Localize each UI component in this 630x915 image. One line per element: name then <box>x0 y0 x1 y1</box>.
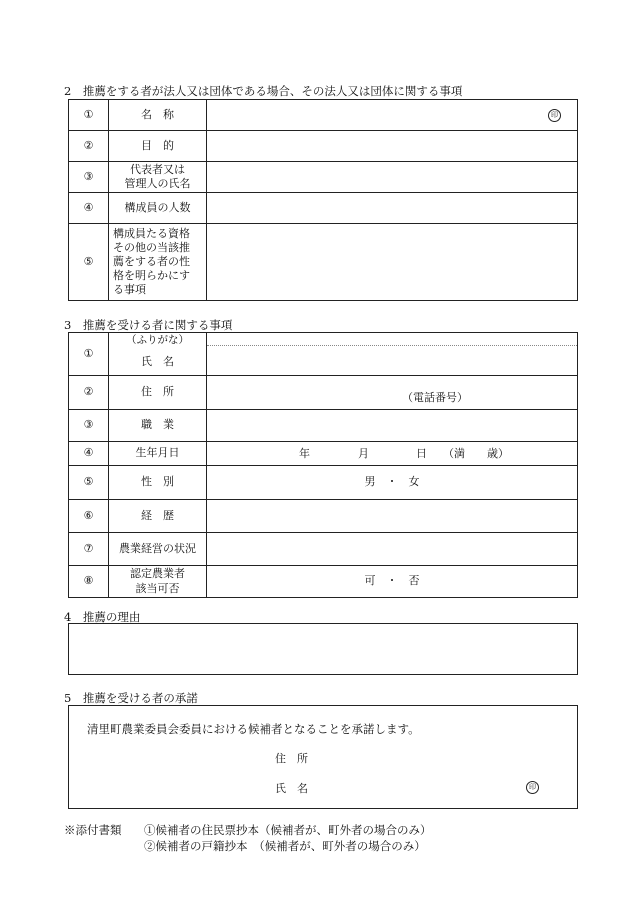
year-label: 年 <box>299 447 310 460</box>
table-row <box>69 410 578 442</box>
table-row <box>69 376 578 410</box>
label-line: 該当可否 <box>135 581 180 595</box>
field-label: 職 業 <box>109 410 207 442</box>
label-line: 代表者又は <box>130 162 185 176</box>
field-label: 生年月日 <box>109 442 207 466</box>
birthdate-value-cell[interactable] <box>207 442 578 466</box>
field-label: 構成員の人数 <box>109 193 207 224</box>
career-value-cell[interactable] <box>207 500 578 533</box>
phone-label: （電話番号） <box>402 391 468 404</box>
attachment-item: ①候補者の住民票抄本（候補者が、町外者の場合のみ） <box>144 823 432 837</box>
table-row <box>69 566 578 598</box>
attachments-label: ※添付書類 <box>64 823 122 837</box>
reason-box[interactable] <box>68 623 578 675</box>
row-number: ⑧ <box>69 566 109 598</box>
table-row <box>69 533 578 566</box>
row-number: ⑤ <box>69 466 109 500</box>
row-number: ① <box>69 333 109 376</box>
label-line: 管理人の氏名 <box>124 177 191 190</box>
age-close-label: 歳） <box>487 447 509 460</box>
address-value-cell[interactable] <box>207 376 578 410</box>
farm-status-value-cell[interactable] <box>207 533 578 566</box>
seal-mark-icon: 印 <box>548 109 561 122</box>
field-label: 目 的 <box>109 131 207 162</box>
consent-address-label: 住 所 <box>275 752 308 765</box>
label-line: 薦をする者の性 <box>113 254 190 268</box>
section3-table <box>68 332 578 598</box>
table-row <box>69 500 578 533</box>
field-label: 性 別 <box>109 466 207 500</box>
section4-heading: 4 推薦の理由 <box>64 610 141 624</box>
consent-box <box>68 705 578 809</box>
member-count-value-cell[interactable] <box>207 193 578 224</box>
label-line: 格を明らかにす <box>113 269 190 283</box>
table-row <box>69 131 578 162</box>
purpose-value-cell[interactable] <box>207 131 578 162</box>
section3-heading: 3 推薦を受ける者に関する事項 <box>64 318 233 332</box>
table-row <box>69 333 578 376</box>
section5-heading: 5 推薦を受ける者の承諾 <box>64 691 198 705</box>
gender-choice[interactable]: 男 ・ 女 <box>207 466 578 500</box>
row-number: ④ <box>69 442 109 466</box>
table-row <box>69 193 578 224</box>
label-line: る事項 <box>113 283 146 297</box>
occupation-value-cell[interactable] <box>207 410 578 442</box>
month-label: 月 <box>358 447 369 460</box>
name-label: 氏 名 <box>141 354 174 368</box>
consent-statement: 清里町農業委員会委員における候補者となることを承諾します。 <box>87 722 420 736</box>
field-label: 名 称 <box>109 100 207 131</box>
consent-name-label: 氏 名 <box>275 782 308 795</box>
candidate-name-value-cell[interactable] <box>207 333 578 376</box>
table-row <box>69 466 578 500</box>
table-row <box>69 100 578 131</box>
seal-mark-icon: 印 <box>526 781 539 794</box>
day-label: 日 <box>416 447 427 460</box>
label-line: 認定農業者 <box>130 567 185 581</box>
furigana-divider <box>207 345 577 346</box>
age-open-label: （満 <box>443 447 465 460</box>
row-number: ③ <box>69 410 109 442</box>
row-number: ② <box>69 131 109 162</box>
field-label: 農業経営の状況 <box>109 533 207 566</box>
section2-heading: 2 推薦をする者が法人又は団体である場合、その法人又は団体に関する事項 <box>64 84 463 98</box>
qualification-value-cell[interactable] <box>207 224 578 301</box>
field-label: 経 歴 <box>109 500 207 533</box>
representative-value-cell[interactable] <box>207 162 578 193</box>
field-label <box>109 333 207 376</box>
attachment-item: ②候補者の戸籍抄本 （候補者が、町外者の場合のみ） <box>144 839 426 853</box>
field-label <box>109 162 207 193</box>
field-label <box>109 224 207 301</box>
certified-farmer-choice[interactable]: 可 ・ 否 <box>207 566 578 598</box>
row-number: ① <box>69 100 109 131</box>
table-row <box>69 224 578 301</box>
label-line: 構成員たる資格 <box>113 226 190 240</box>
row-number: ⑦ <box>69 533 109 566</box>
field-label <box>109 566 207 598</box>
label-line: その他の当該推 <box>113 240 190 254</box>
row-number: ⑤ <box>69 224 109 301</box>
table-row <box>69 442 578 466</box>
section2-table <box>68 99 578 301</box>
table-row <box>69 162 578 193</box>
row-number: ④ <box>69 193 109 224</box>
row-number: ② <box>69 376 109 410</box>
row-number: ⑥ <box>69 500 109 533</box>
name-value-cell[interactable] <box>207 100 578 131</box>
row-number: ③ <box>69 162 109 193</box>
field-label: 住 所 <box>109 376 207 410</box>
furigana-label: （ふりがな） <box>126 334 189 346</box>
